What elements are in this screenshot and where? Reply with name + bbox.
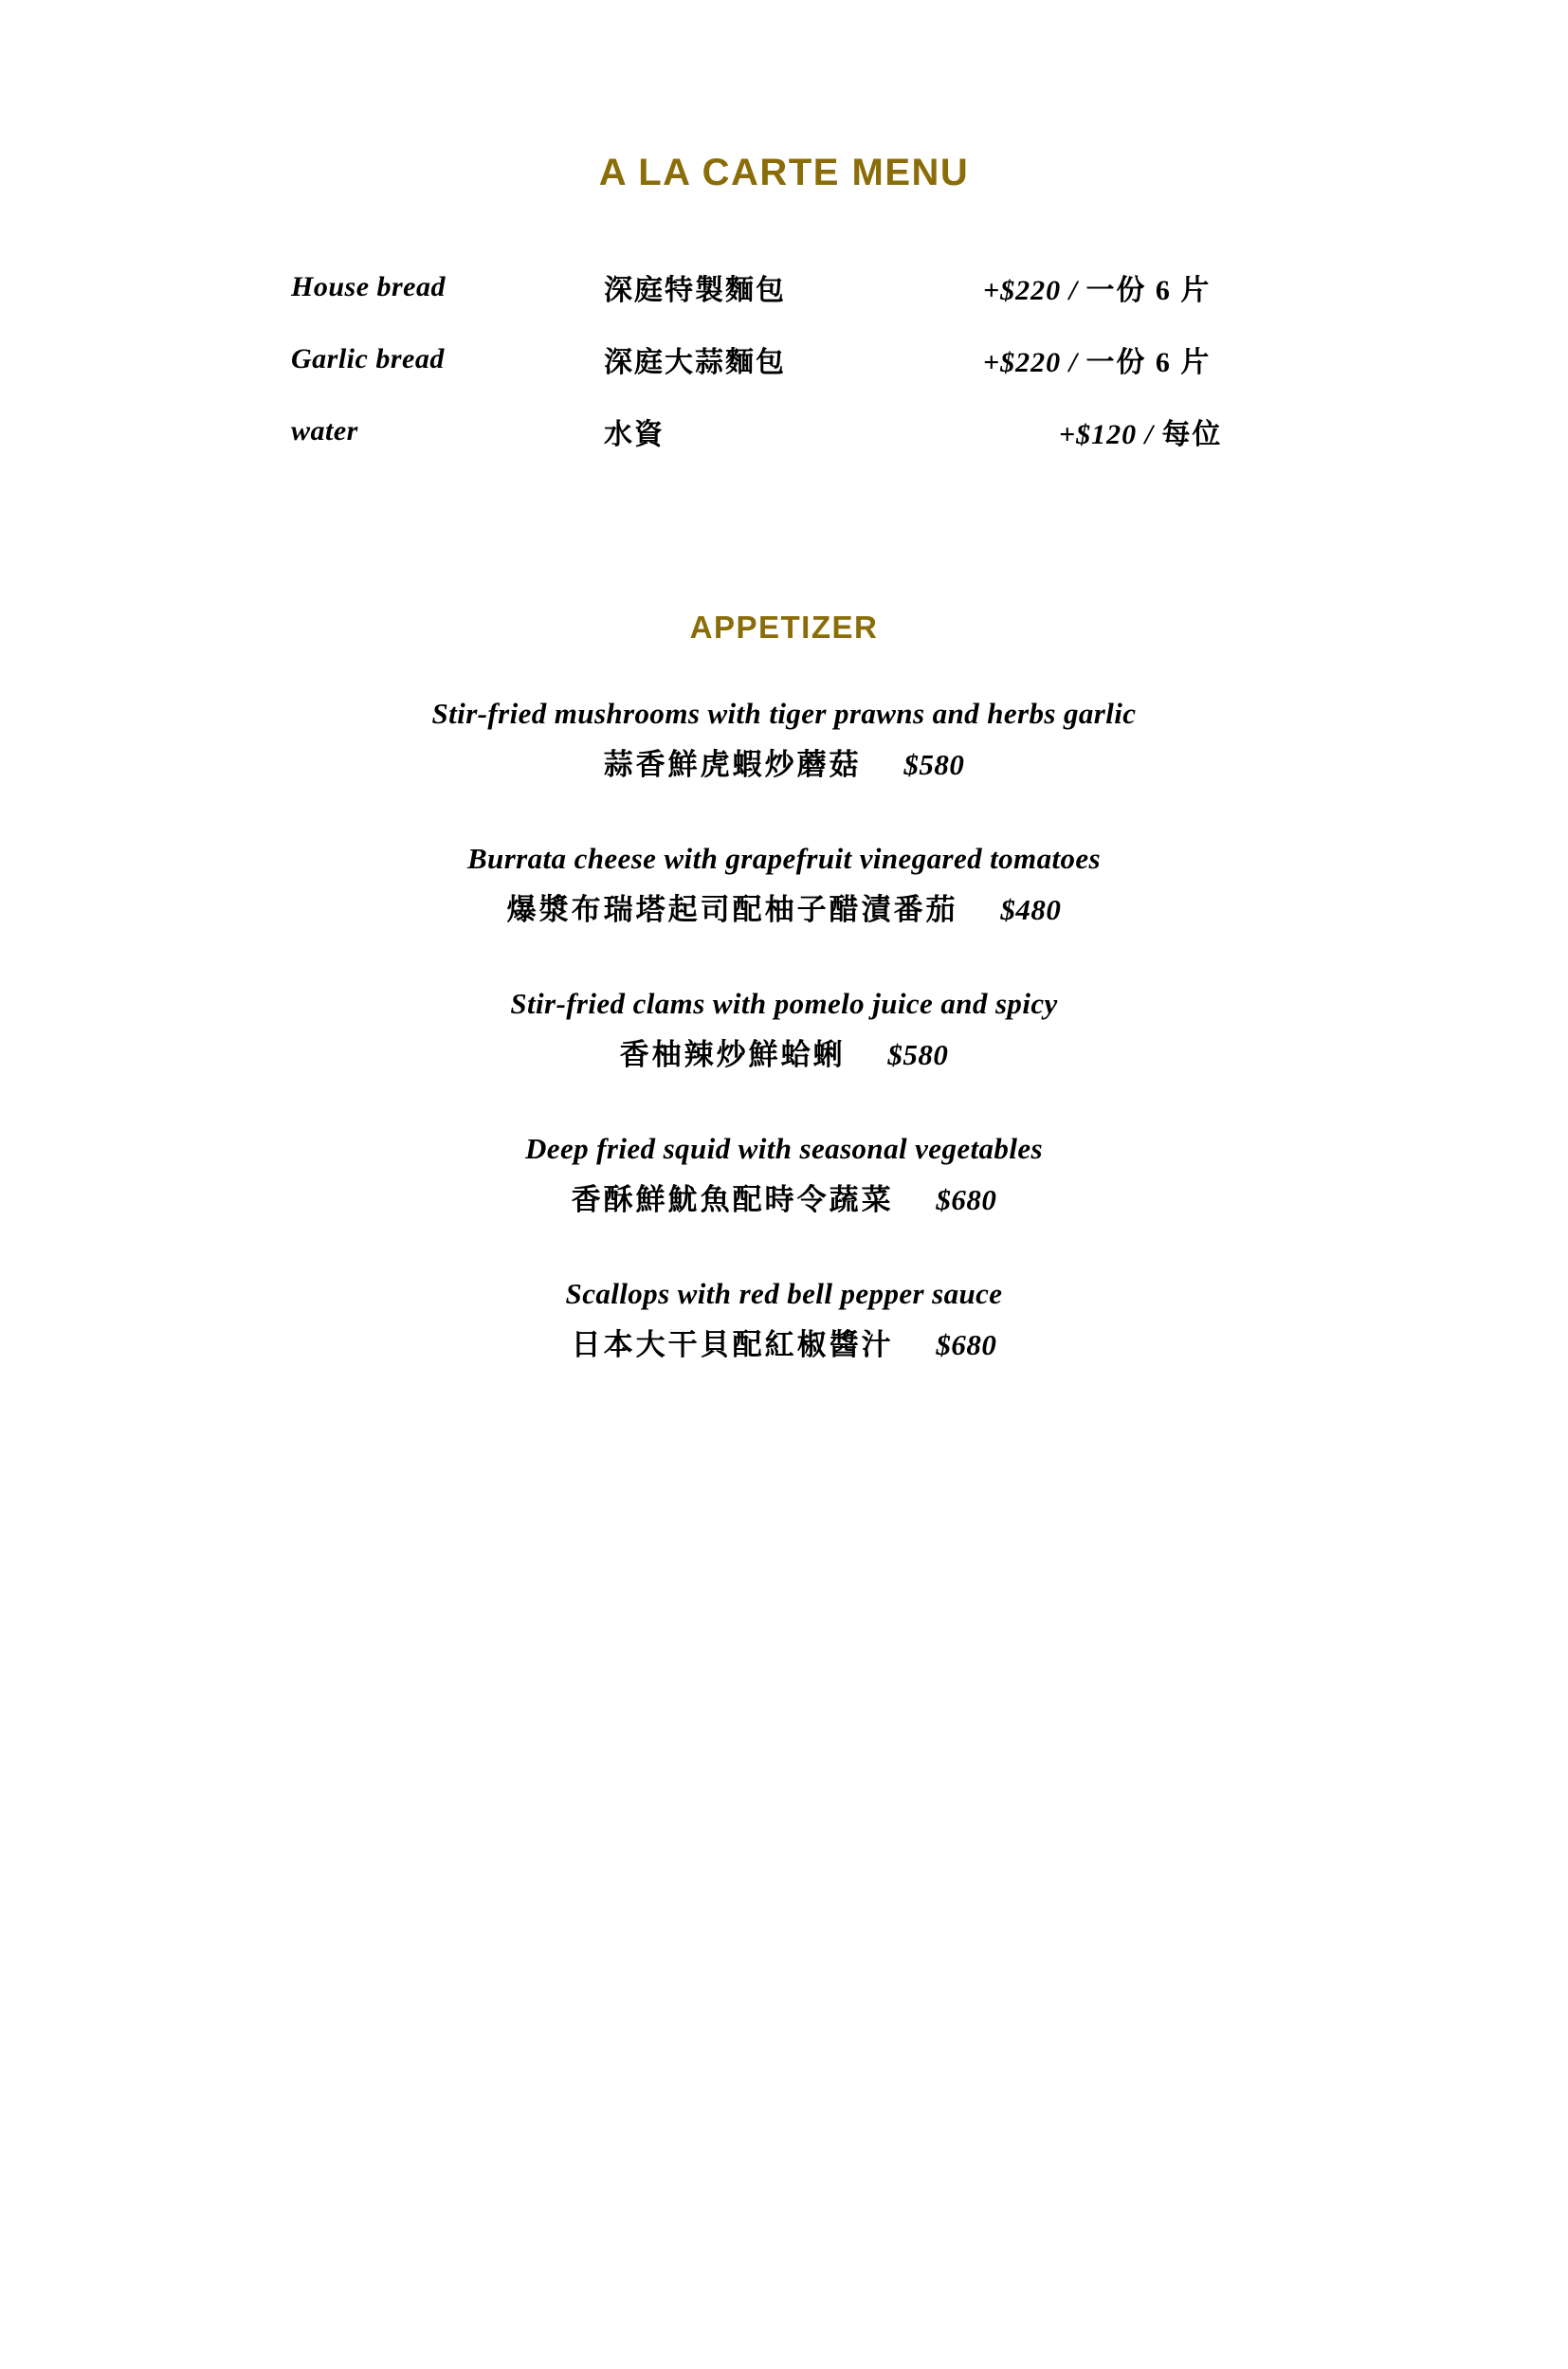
extra-price bbox=[983, 323, 1343, 395]
dish-zh-price-line bbox=[0, 1030, 1568, 1073]
dish-price: $580 bbox=[887, 1038, 949, 1071]
dish-name-en: Burrata cheese with grapefruit vinegared tomatoes bbox=[466, 842, 1102, 875]
dish-price: $680 bbox=[936, 1328, 997, 1361]
extra-price-note: 一份 6 片 bbox=[1085, 275, 1212, 306]
dish-price: $480 bbox=[1000, 893, 1062, 926]
dish-name-en: Deep fried squid with seasonal vegetables bbox=[525, 1132, 1043, 1165]
extra-name-en: House bread bbox=[291, 271, 446, 302]
list-item bbox=[0, 697, 1568, 783]
extra-price-value: +$220 / bbox=[983, 275, 1078, 306]
extras-table bbox=[225, 251, 1343, 467]
list-item bbox=[0, 1277, 1568, 1363]
dish-name-zh: 蒜香鮮虎蝦炒蘑菇 bbox=[603, 748, 862, 781]
extra-price-value: +$220 / bbox=[983, 347, 1078, 378]
extra-name-zh: 深庭大蒜麵包 bbox=[604, 347, 786, 378]
dish-name-zh: 爆漿布瑞塔起司配柚子醋漬番茄 bbox=[506, 893, 958, 926]
dish-name-zh: 香柚辣炒鮮蛤蜊 bbox=[619, 1038, 846, 1071]
dish-name-en: Stir-fried clams with pomelo juice and spicy bbox=[510, 987, 1058, 1020]
dish-price: $680 bbox=[936, 1183, 997, 1216]
menu-page bbox=[0, 152, 1568, 2369]
extra-name-zh: 深庭特製麵包 bbox=[604, 275, 786, 306]
section-heading-appetizer: APPETIZER bbox=[689, 610, 879, 645]
dish-zh-price-line bbox=[0, 1175, 1568, 1218]
extra-name-zh: 水資 bbox=[604, 419, 665, 450]
extra-price-value: +$120 / bbox=[1059, 419, 1154, 450]
extra-name-en: Garlic bread bbox=[291, 343, 445, 374]
dish-name-en: Scallops with red bell pepper sauce bbox=[565, 1277, 1003, 1310]
dish-name-zh: 香酥鮮魷魚配時令蔬菜 bbox=[571, 1183, 894, 1216]
dish-zh-price-line bbox=[0, 885, 1568, 928]
extra-price-note: 一份 6 片 bbox=[1085, 347, 1212, 378]
extra-price bbox=[983, 251, 1343, 323]
dish-zh-price-line bbox=[0, 740, 1568, 783]
dish-name-zh: 日本大干貝配紅椒醬汁 bbox=[571, 1328, 894, 1361]
dish-price: $580 bbox=[903, 748, 965, 781]
list-item bbox=[0, 1132, 1568, 1218]
table-row bbox=[225, 323, 1343, 395]
page-title: A LA CARTE MENU bbox=[598, 152, 970, 193]
dish-zh-price-line bbox=[0, 1321, 1568, 1363]
table-row bbox=[225, 395, 1343, 467]
extra-name-en: water bbox=[291, 415, 358, 446]
extra-price bbox=[983, 395, 1343, 467]
table-row bbox=[225, 251, 1343, 323]
appetizer-list bbox=[0, 697, 1568, 1363]
list-item bbox=[0, 987, 1568, 1073]
dish-name-en: Stir-fried mushrooms with tiger prawns and herbs garlic bbox=[431, 697, 1137, 730]
extra-price-note: 每位 bbox=[1161, 419, 1223, 450]
list-item bbox=[0, 842, 1568, 928]
section-spacer bbox=[0, 467, 1568, 610]
